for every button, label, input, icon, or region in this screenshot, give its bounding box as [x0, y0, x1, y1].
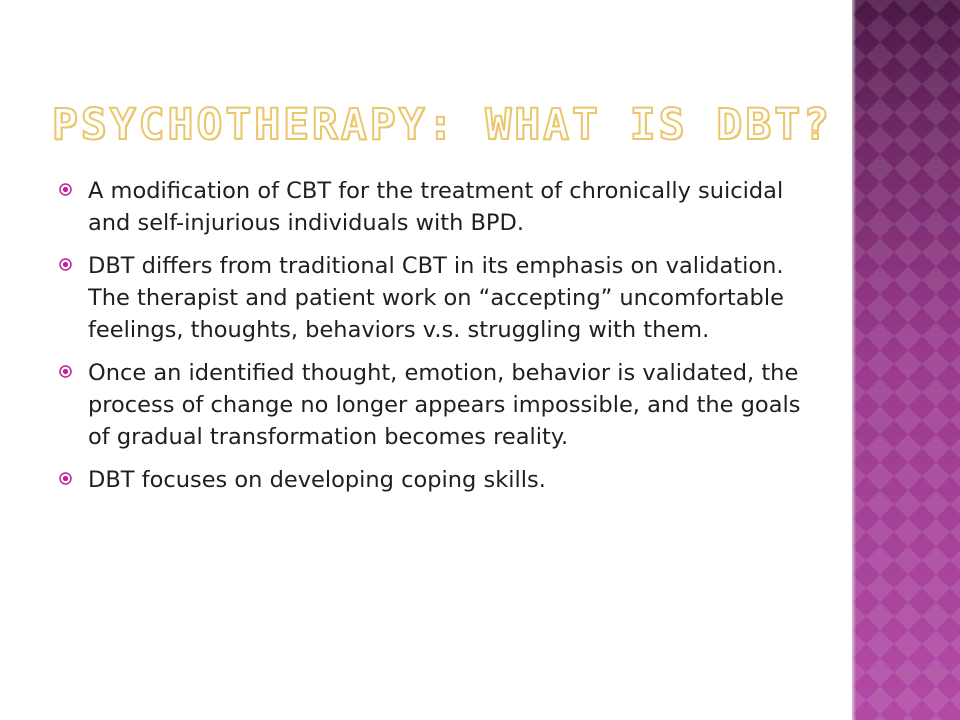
radio-dot-icon [59, 183, 72, 196]
bullet-item [56, 464, 826, 496]
bullet-text: DBT differs from traditional CBT in its emphasis on validation. The therapist and patient work on “accepting” uncomfortable feelings, thoughts, behaviors v.s. struggling with them. [88, 253, 784, 343]
radio-dot-icon [59, 258, 72, 271]
bullet-item [56, 357, 826, 453]
bullet-list [56, 175, 826, 507]
bullet-item [56, 175, 826, 239]
radio-dot-icon [59, 365, 72, 378]
panel-edge-highlight [852, 0, 856, 720]
decorative-side-panel [852, 0, 960, 720]
slide-title: PSYCHOTHERAPY: WHAT IS DBT? [52, 100, 832, 150]
bullet-text: DBT focuses on developing coping skills. [88, 467, 546, 493]
bullet-item [56, 250, 826, 346]
radio-dot-icon [59, 472, 72, 485]
bullet-text: Once an identified thought, emotion, behavior is validated, the process of change no longer appears impossible, and the goals of gradual transformation becomes reality. [88, 360, 801, 450]
bullet-text: A modification of CBT for the treatment of chronically suicidal and self-injurious individuals with BPD. [88, 178, 784, 236]
